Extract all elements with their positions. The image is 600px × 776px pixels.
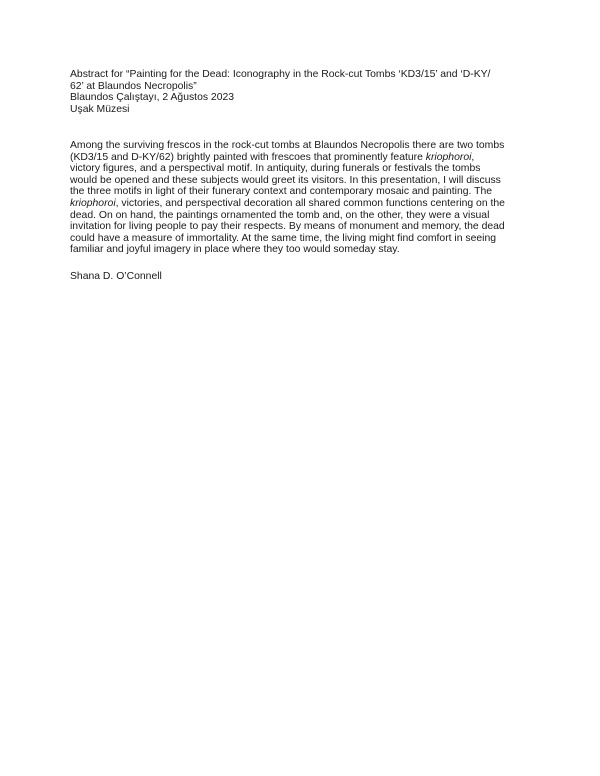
abstract-line: dead. On on hand, the paintings ornamented the tomb and, on the other, they were a visual xyxy=(70,209,490,221)
abstract-text: (KD3/15 and D-KY/62) brightly painted with frescoes that prominently feature xyxy=(70,151,426,163)
abstract-line: Among the surviving frescos in the rock-cut tombs at Blaundos Necropolis there are two tombs xyxy=(70,140,505,151)
abstract-line xyxy=(70,152,540,164)
abstract-line: the three motifs in light of their funerary context and contemporary mosaic and painting. The xyxy=(70,186,493,198)
abstract-line: would be opened and these subjects would greet its visitors. In this presentation, I will discuss xyxy=(70,174,501,186)
italic-term: kriophoroi xyxy=(70,197,116,209)
abstract-line: could have a measure of immortality. At the same time, the living might find comfort in seeing xyxy=(70,232,497,244)
abstract-line: invitation for living people to pay their respects. By means of monument and memory, the dead xyxy=(70,221,505,233)
abstract-text: , victories, and perspectival decoration all shared common functions centering on the xyxy=(115,197,505,209)
abstract-text: , xyxy=(471,151,475,163)
abstract-line: victory figures, and a perspectival motif. In antiquity, during funerals or festivals the tombs xyxy=(70,163,481,175)
title-line-1: Abstract for “Painting for the Dead: Iconography in the Rock-cut Tombs ‘KD3/15’ and ‘D-KY/ xyxy=(70,69,491,80)
abstract-header xyxy=(70,69,535,115)
title-line-2: 62’ at Blaundos Necropolis” xyxy=(70,80,197,92)
abstract-body xyxy=(70,140,540,256)
event-line: Blaundos Çalıştayı, 2 Ağustos 2023 xyxy=(70,92,235,104)
author-name: Shana D. O’Connell xyxy=(70,271,162,282)
venue-line: Uşak Müzesi xyxy=(70,103,130,115)
abstract-line: familiar and joyful imagery in place where they too would someday stay. xyxy=(70,244,400,256)
abstract-line xyxy=(70,198,540,210)
italic-term: kriophoroi xyxy=(425,151,472,163)
